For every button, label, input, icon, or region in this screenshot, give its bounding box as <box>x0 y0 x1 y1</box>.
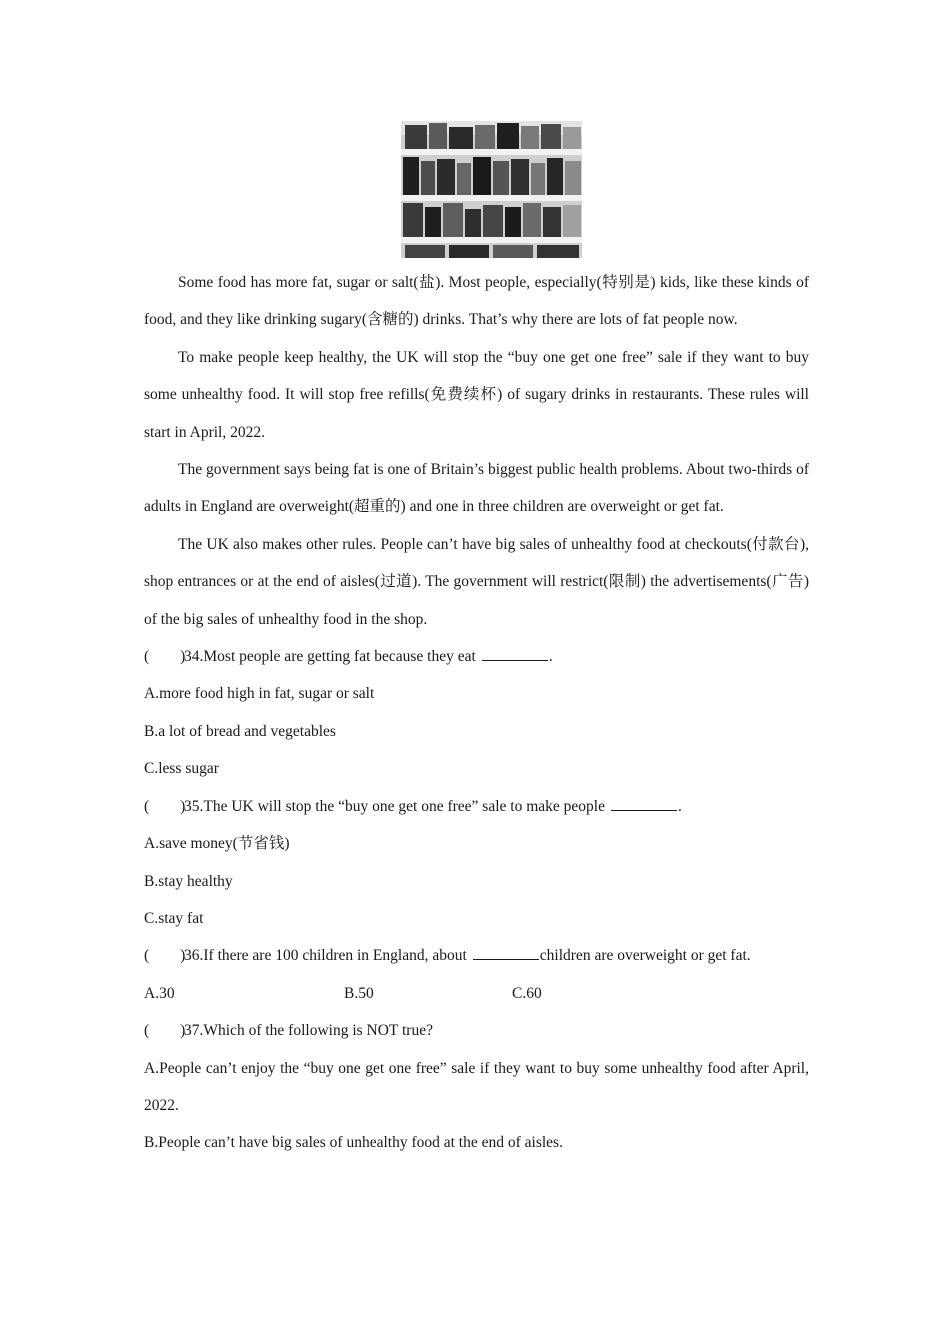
question-stem: 36.If there are 100 children in England, about <box>184 947 467 965</box>
passage-paragraph-3: The government says being fat is one of Britain’s biggest public health problems. About two-thirds of adults in England are overweight(超重的) and one in three children are overweight or get fat. <box>144 461 809 516</box>
question-34 <box>144 638 809 675</box>
question-tail: children are overweight or get fat. <box>539 947 751 965</box>
option-a: A.30 <box>144 984 175 1002</box>
question-36 <box>144 937 809 974</box>
question-tail: . <box>677 797 682 815</box>
option-b: B.stay healthy <box>144 872 233 890</box>
option-b: B.People can’t have big sales of unhealthy food at the end of aisles. <box>144 1134 563 1152</box>
question-35 <box>144 788 809 825</box>
reading-passage <box>144 264 809 1162</box>
answer-blank <box>611 796 677 811</box>
option-c: C.less sugar <box>144 760 219 778</box>
question-tail: . <box>548 648 553 666</box>
question-stem: 35.The UK will stop the “buy one get one free” sale to make people <box>184 797 605 815</box>
options-row <box>144 975 809 1012</box>
option-a: A.People can’t enjoy the “buy one get one free” sale if they want to buy some unhealthy food after April, 2022. <box>144 1059 809 1114</box>
passage-paragraph-2: To make people keep healthy, the UK will stop the “buy one get one free” sale if they want to buy some unhealthy food. It will stop free refills(免费续杯) of sugary drinks in restaurants. These rules will start in April, 2022. <box>144 348 809 441</box>
answer-bracket[interactable]: ( ) <box>144 648 186 666</box>
option-b: B.a lot of bread and vegetables <box>144 722 336 740</box>
passage-paragraph-1: Some food has more fat, sugar or salt(盐). Most people, especially(特别是) kids, like these kinds of food, and they like drinking sugary(含糖的) drinks. That’s why there are lots of fat people now. <box>144 274 809 329</box>
option-c: C.60 <box>512 984 542 1002</box>
question-stem: 34.Most people are getting fat because they eat <box>184 648 476 666</box>
answer-blank <box>473 945 539 960</box>
option-a: A.save money(节省钱) <box>144 835 290 853</box>
question-37 <box>144 1012 809 1049</box>
answer-bracket[interactable]: ( ) <box>144 1022 186 1040</box>
question-stem: 37.Which of the following is NOT true? <box>184 1022 433 1040</box>
answer-bracket[interactable]: ( ) <box>144 797 186 815</box>
passage-paragraph-4: The UK also makes other rules. People can’t have big sales of unhealthy food at checkouts(付款台), shop entrances or at the end of aisles(过道). The government will restrict(限制) the advertisements(广告) of the big sales of unhealthy food in the shop. <box>144 535 809 628</box>
option-a: A.more food high in fat, sugar or salt <box>144 685 375 703</box>
answer-bracket[interactable]: ( ) <box>144 947 186 965</box>
option-b: B.50 <box>344 984 374 1002</box>
supermarket-shelf-photo <box>401 121 582 258</box>
answer-blank <box>482 646 548 661</box>
option-c: C.stay fat <box>144 909 204 927</box>
